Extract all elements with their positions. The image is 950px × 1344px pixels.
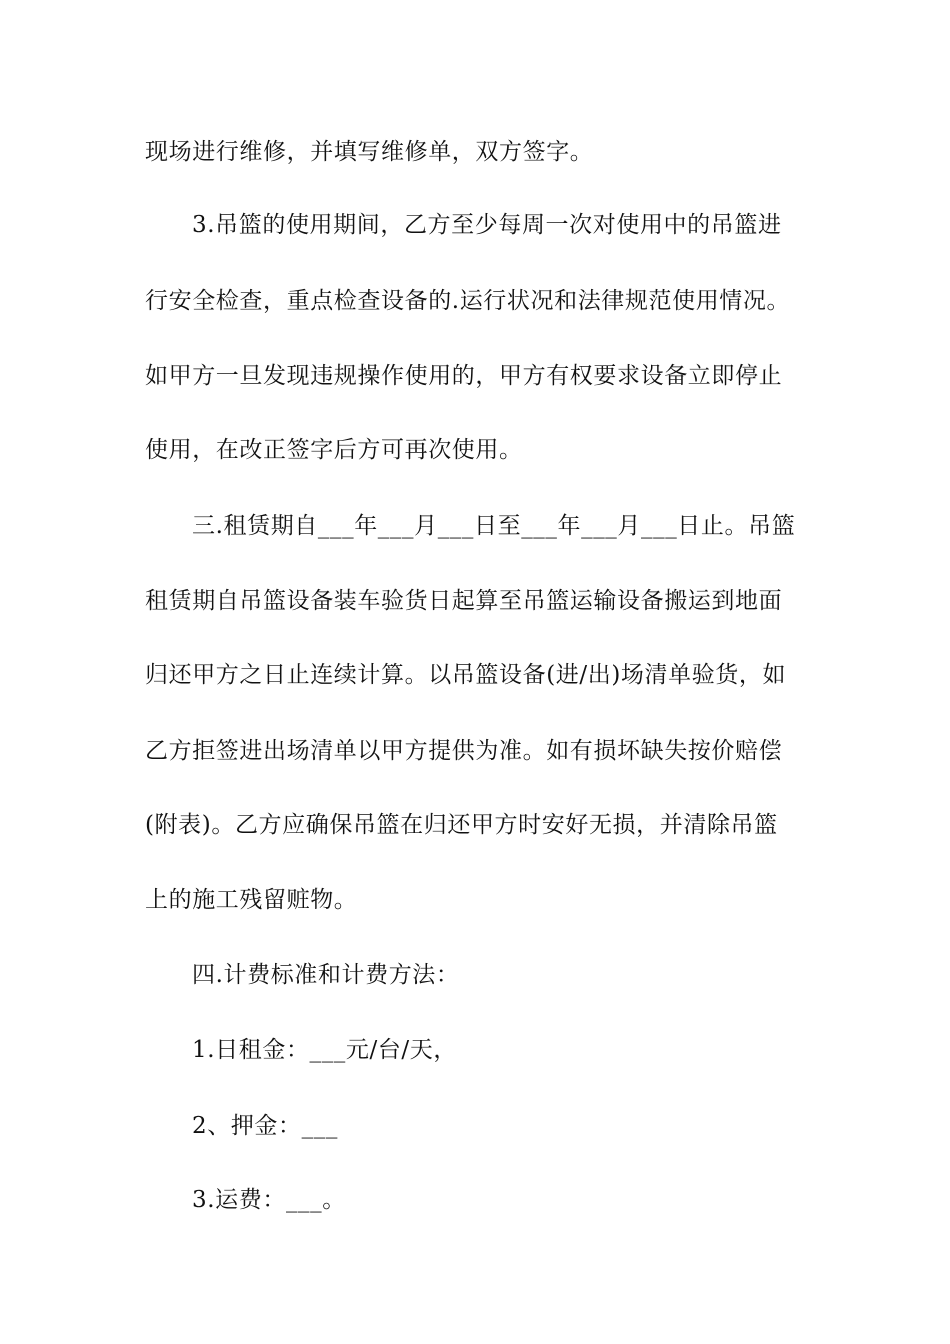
body-text-line: (附表)。乙方应确保吊篮在归还甲方时安好无损，并清除吊篮 <box>145 812 778 838</box>
body-text-line: 行安全检查，重点检查设备的.运行状况和法律规范使用情况。 <box>145 288 791 314</box>
daily-rent-item: 1.日租金：___元/台/天， <box>192 1037 457 1063</box>
section-3-heading: 三.租赁期自___年___月___日至___年___月___日止。吊篮 <box>192 513 796 539</box>
body-text-line: 上的施工残留赃物。 <box>145 887 358 913</box>
body-text-line: 乙方拒签进出场清单以甲方提供为准。如有损坏缺失按价赔偿 <box>145 738 783 764</box>
body-text-line: 租赁期自吊篮设备装车验货日起算至吊篮运输设备搬运到地面 <box>145 588 783 614</box>
body-text-line: 如甲方一旦发现违规操作使用的，甲方有权要求设备立即停止 <box>145 363 783 389</box>
deposit-item: 2、押金：___ <box>192 1113 338 1139</box>
body-text-line: 归还甲方之日止连续计算。以吊篮设备(进/出)场清单验货，如 <box>145 662 787 688</box>
body-text-line: 使用，在改正签字后方可再次使用。 <box>145 437 523 463</box>
body-text-line: 现场进行维修，并填写维修单，双方签字。 <box>145 139 594 165</box>
section-4-heading: 四.计费标准和计费方法： <box>192 962 460 988</box>
clause-3-text: 3.吊篮的使用期间，乙方至少每周一次对使用中的吊篮进 <box>192 212 782 238</box>
freight-item: 3.运费：___。 <box>192 1187 346 1213</box>
